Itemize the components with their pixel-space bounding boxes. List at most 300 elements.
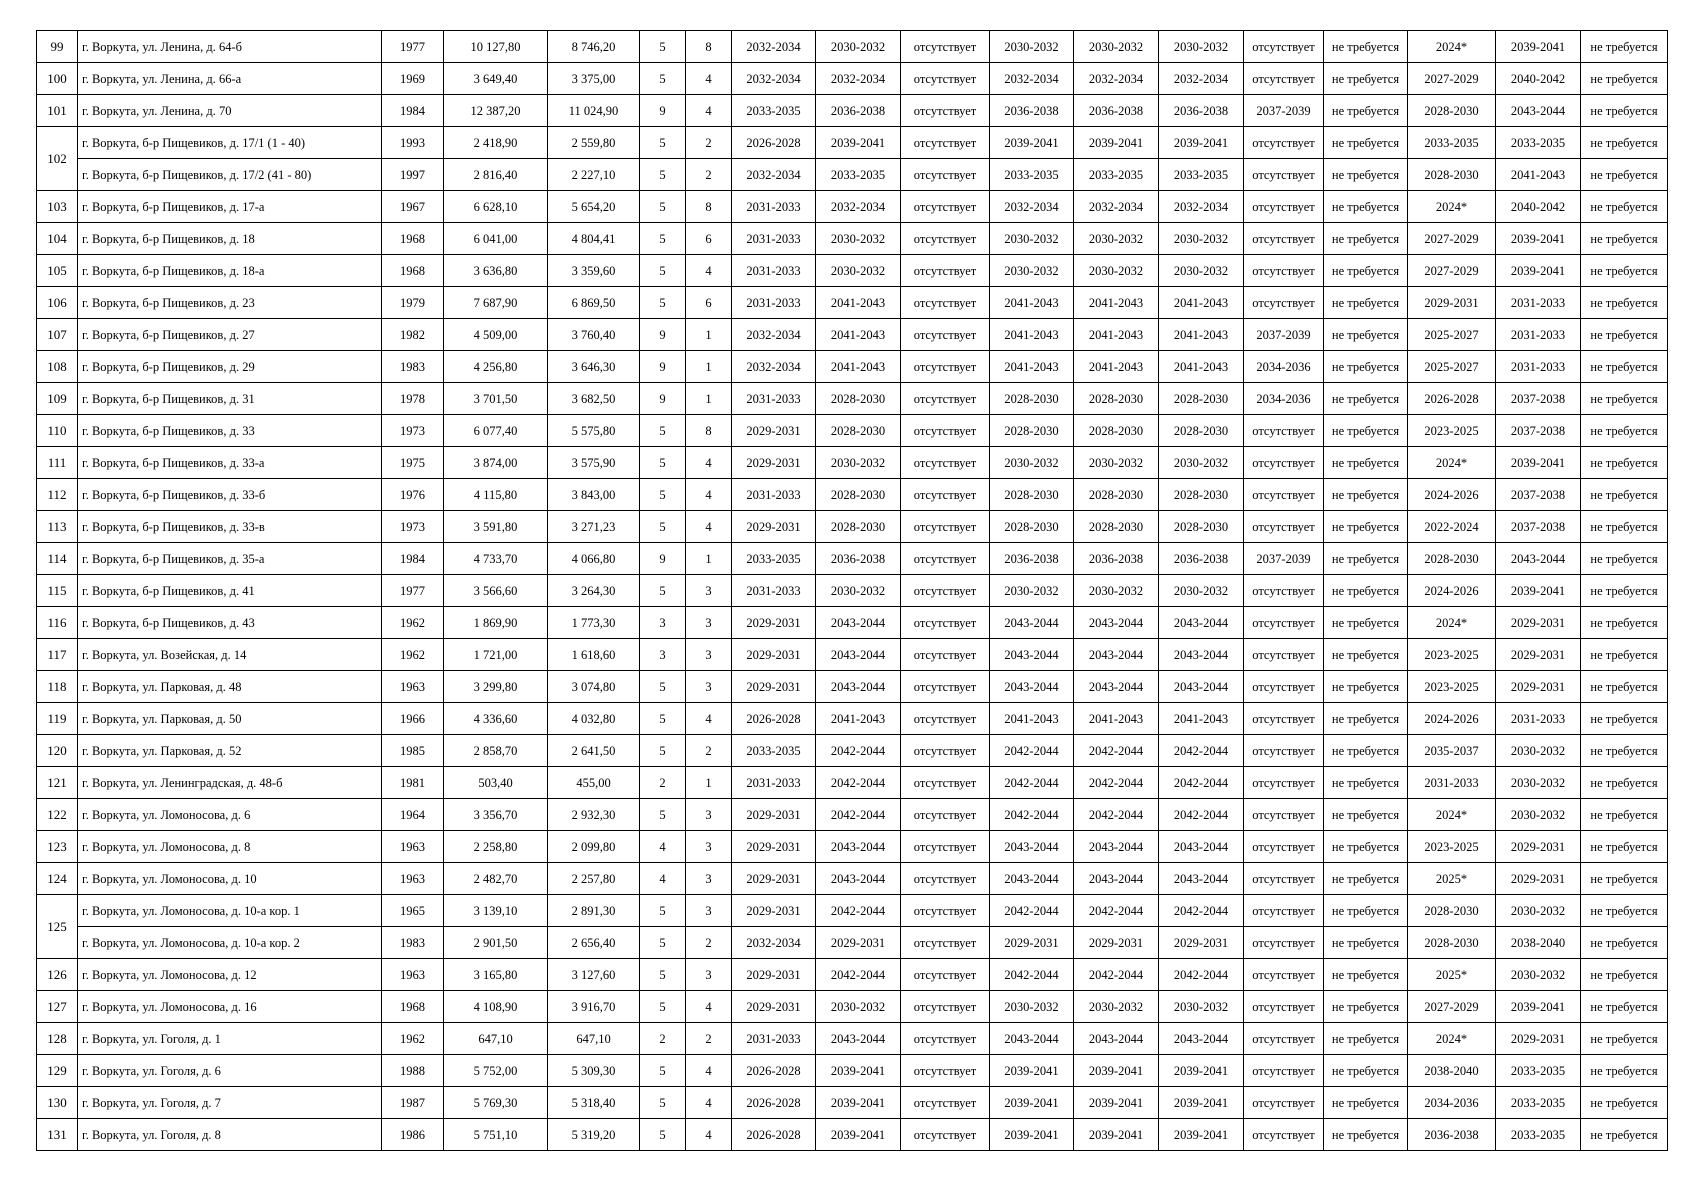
table-cell: 4 115,80 <box>444 479 548 511</box>
table-cell: отсутствует <box>901 479 990 511</box>
table-cell: 1973 <box>382 511 444 543</box>
table-cell: 2039-2041 <box>816 1055 901 1087</box>
capital-repair-schedule-table <box>36 30 1668 1151</box>
table-cell: не требуется <box>1324 991 1408 1023</box>
table-cell: 4 108,90 <box>444 991 548 1023</box>
table-cell: не требуется <box>1324 159 1408 191</box>
table-cell: 2039-2041 <box>816 1087 901 1119</box>
table-cell: 3 299,80 <box>444 671 548 703</box>
row-number-cell: 114 <box>37 543 78 575</box>
table-cell: 2024* <box>1408 191 1496 223</box>
address-cell: г. Воркута, б-р Пищевиков, д. 33 <box>78 415 382 447</box>
table-cell: 2036-2038 <box>1159 543 1244 575</box>
table-cell: 2041-2043 <box>1074 319 1159 351</box>
table-cell: 3 916,70 <box>548 991 640 1023</box>
table-cell: 455,00 <box>548 767 640 799</box>
table-cell: не требуется <box>1581 415 1668 447</box>
table-cell: 4 733,70 <box>444 543 548 575</box>
row-number-cell: 105 <box>37 255 78 287</box>
table-cell: 4 <box>640 831 686 863</box>
table-cell: 4 <box>686 255 732 287</box>
table-cell: 2022-2024 <box>1408 511 1496 543</box>
table-cell: 2041-2043 <box>1159 319 1244 351</box>
table-cell: 647,10 <box>444 1023 548 1055</box>
row-number-cell: 123 <box>37 831 78 863</box>
table-cell: 2041-2043 <box>990 351 1074 383</box>
table-cell: 5 309,30 <box>548 1055 640 1087</box>
table-cell: 4 032,80 <box>548 703 640 735</box>
table-cell: 2039-2041 <box>816 1119 901 1151</box>
table-cell: не требуется <box>1324 1087 1408 1119</box>
table-cell: 5 <box>640 927 686 959</box>
row-number-cell: 118 <box>37 671 78 703</box>
table-cell: не требуется <box>1581 383 1668 415</box>
table-row <box>37 63 1668 95</box>
table-cell: 5 <box>640 479 686 511</box>
table-cell: 5 318,40 <box>548 1087 640 1119</box>
table-cell: 3 271,23 <box>548 511 640 543</box>
table-cell: 2029-2031 <box>732 511 816 543</box>
table-cell: 2037-2039 <box>1244 319 1324 351</box>
table-cell: 2033-2035 <box>1496 1119 1581 1151</box>
table-cell: 2036-2038 <box>1074 95 1159 127</box>
table-cell: 2031-2033 <box>1496 351 1581 383</box>
table-cell: 2 641,50 <box>548 735 640 767</box>
table-cell: 1969 <box>382 63 444 95</box>
table-cell: 8 <box>686 31 732 63</box>
table-cell: 2037-2038 <box>1496 479 1581 511</box>
table-cell: 2026-2028 <box>732 1119 816 1151</box>
table-cell: 2028-2030 <box>1074 383 1159 415</box>
table-cell: отсутствует <box>901 991 990 1023</box>
table-cell: 2032-2034 <box>1159 63 1244 95</box>
table-cell: отсутствует <box>1244 1119 1324 1151</box>
table-cell: 1978 <box>382 383 444 415</box>
table-cell: 2028-2030 <box>1159 511 1244 543</box>
table-cell: 2033-2035 <box>1496 127 1581 159</box>
table-cell: 2028-2030 <box>1408 159 1496 191</box>
table-cell: 2036-2038 <box>990 543 1074 575</box>
row-number-cell: 110 <box>37 415 78 447</box>
table-cell: 1 618,60 <box>548 639 640 671</box>
table-cell: 2034-2036 <box>1408 1087 1496 1119</box>
table-cell: отсутствует <box>901 1023 990 1055</box>
table-cell: 2 932,30 <box>548 799 640 831</box>
table-cell: 2 <box>640 767 686 799</box>
table-cell: 2039-2041 <box>1159 1055 1244 1087</box>
table-cell: 9 <box>640 351 686 383</box>
table-cell: 2041-2043 <box>990 703 1074 735</box>
table-cell: 5 <box>640 223 686 255</box>
table-cell: 2039-2041 <box>816 127 901 159</box>
table-cell: 4 <box>686 63 732 95</box>
row-number-cell: 112 <box>37 479 78 511</box>
table-cell: 5 319,20 <box>548 1119 640 1151</box>
table-cell: 3 874,00 <box>444 447 548 479</box>
table-cell: 5 <box>640 511 686 543</box>
table-cell: 2043-2044 <box>1159 607 1244 639</box>
table-row <box>37 639 1668 671</box>
table-cell: 2031-2033 <box>732 223 816 255</box>
table-cell: 2028-2030 <box>1159 479 1244 511</box>
table-cell: 1 <box>686 319 732 351</box>
table-row <box>37 831 1668 863</box>
table-row <box>37 607 1668 639</box>
table-cell: отсутствует <box>1244 63 1324 95</box>
table-cell: 2042-2044 <box>990 735 1074 767</box>
table-cell: 2031-2033 <box>732 255 816 287</box>
table-cell: 2029-2031 <box>1496 1023 1581 1055</box>
table-cell: отсутствует <box>901 191 990 223</box>
table-cell: отсутствует <box>1244 799 1324 831</box>
table-cell: отсутствует <box>1244 607 1324 639</box>
table-cell: отсутствует <box>901 639 990 671</box>
table-cell: 3 <box>686 831 732 863</box>
table-cell: отсутствует <box>901 223 990 255</box>
table-cell: 2032-2034 <box>732 927 816 959</box>
table-cell: 2041-2043 <box>1074 351 1159 383</box>
address-cell: г. Воркута, ул. Гоголя, д. 8 <box>78 1119 382 1151</box>
table-cell: отсутствует <box>1244 1087 1324 1119</box>
table-cell: 2028-2030 <box>990 479 1074 511</box>
table-cell: отсутствует <box>1244 31 1324 63</box>
table-cell: 8 746,20 <box>548 31 640 63</box>
table-cell: 5 <box>640 1055 686 1087</box>
table-cell: отсутствует <box>1244 703 1324 735</box>
row-number-cell: 130 <box>37 1087 78 1119</box>
table-cell: не требуется <box>1324 127 1408 159</box>
table-cell: 2028-2030 <box>990 511 1074 543</box>
table-cell: отсутствует <box>901 607 990 639</box>
table-cell: 2043-2044 <box>1159 863 1244 895</box>
table-cell: 4 <box>686 479 732 511</box>
table-cell: не требуется <box>1324 671 1408 703</box>
table-cell: 2041-2043 <box>1074 287 1159 319</box>
table-cell: 3 <box>686 607 732 639</box>
table-cell: отсутствует <box>901 575 990 607</box>
table-cell: отсутствует <box>1244 671 1324 703</box>
table-cell: 2042-2044 <box>990 959 1074 991</box>
table-cell: 2 482,70 <box>444 863 548 895</box>
table-cell: 2043-2044 <box>816 1023 901 1055</box>
table-cell: 2028-2030 <box>1074 511 1159 543</box>
row-number-cell: 102 <box>37 127 78 191</box>
table-cell: 2034-2036 <box>1244 383 1324 415</box>
table-cell: 5 575,80 <box>548 415 640 447</box>
table-cell: 2029-2031 <box>1496 607 1581 639</box>
table-cell: отсутствует <box>901 863 990 895</box>
table-cell: не требуется <box>1581 319 1668 351</box>
table-cell: не требуется <box>1581 511 1668 543</box>
table-row <box>37 511 1668 543</box>
table-cell: 2 <box>686 127 732 159</box>
table-row <box>37 671 1668 703</box>
table-cell: 2032-2034 <box>732 319 816 351</box>
table-row <box>37 287 1668 319</box>
table-cell: 2031-2033 <box>732 383 816 415</box>
table-cell: 2033-2035 <box>990 159 1074 191</box>
table-cell: не требуется <box>1581 735 1668 767</box>
table-cell: 2030-2032 <box>990 575 1074 607</box>
table-cell: 5 <box>640 991 686 1023</box>
table-cell: 2039-2041 <box>1159 1119 1244 1151</box>
table-row <box>37 703 1668 735</box>
table-cell: 2029-2031 <box>732 959 816 991</box>
table-cell: 2028-2030 <box>1159 383 1244 415</box>
table-cell: не требуется <box>1324 575 1408 607</box>
table-cell: 3 636,80 <box>444 255 548 287</box>
table-cell: отсутствует <box>1244 511 1324 543</box>
table-cell: 2036-2038 <box>816 95 901 127</box>
table-cell: 2039-2041 <box>990 1119 1074 1151</box>
table-cell: 6 628,10 <box>444 191 548 223</box>
row-number-cell: 113 <box>37 511 78 543</box>
table-cell: не требуется <box>1581 63 1668 95</box>
table-row <box>37 127 1668 159</box>
table-cell: 2030-2032 <box>1074 31 1159 63</box>
table-cell: 2023-2025 <box>1408 415 1496 447</box>
table-cell: 2031-2033 <box>732 1023 816 1055</box>
table-cell: 2036-2038 <box>816 543 901 575</box>
table-cell: 1976 <box>382 479 444 511</box>
table-cell: 2029-2031 <box>816 927 901 959</box>
table-row <box>37 735 1668 767</box>
table-cell: 2033-2035 <box>1496 1087 1581 1119</box>
table-cell: 2029-2031 <box>1496 831 1581 863</box>
table-cell: 3 <box>686 863 732 895</box>
row-number-cell: 108 <box>37 351 78 383</box>
table-cell: 2023-2025 <box>1408 639 1496 671</box>
table-cell: 1963 <box>382 959 444 991</box>
table-cell: 2029-2031 <box>732 415 816 447</box>
table-cell: 2029-2031 <box>1408 287 1496 319</box>
table-cell: не требуется <box>1581 831 1668 863</box>
table-cell: 2042-2044 <box>1074 735 1159 767</box>
table-cell: 2023-2025 <box>1408 831 1496 863</box>
table-cell: 2 227,10 <box>548 159 640 191</box>
table-cell: 2040-2042 <box>1496 191 1581 223</box>
address-cell: г. Воркута, б-р Пищевиков, д. 33-а <box>78 447 382 479</box>
table-cell: 2043-2044 <box>990 831 1074 863</box>
table-cell: 2 816,40 <box>444 159 548 191</box>
table-cell: 3 <box>686 639 732 671</box>
table-cell: 2031-2033 <box>1496 703 1581 735</box>
row-number-cell: 127 <box>37 991 78 1023</box>
table-cell: 2029-2031 <box>732 639 816 671</box>
row-number-cell: 109 <box>37 383 78 415</box>
table-cell: 2030-2032 <box>1074 575 1159 607</box>
table-cell: 2030-2032 <box>1496 895 1581 927</box>
table-cell: не требуется <box>1324 1055 1408 1087</box>
address-cell: г. Воркута, ул. Ломоносова, д. 8 <box>78 831 382 863</box>
table-row <box>37 447 1668 479</box>
table-cell: 5 <box>640 255 686 287</box>
table-row <box>37 1119 1668 1151</box>
table-row <box>37 895 1668 927</box>
table-cell: 2036-2038 <box>990 95 1074 127</box>
table-cell: 1968 <box>382 223 444 255</box>
table-cell: 2041-2043 <box>1496 159 1581 191</box>
table-cell: 2032-2034 <box>1159 191 1244 223</box>
table-cell: 3 760,40 <box>548 319 640 351</box>
table-cell: 2039-2041 <box>1159 1087 1244 1119</box>
table-cell: 3 <box>640 639 686 671</box>
table-cell: 2039-2041 <box>990 127 1074 159</box>
table-cell: не требуется <box>1581 447 1668 479</box>
table-cell: 2 099,80 <box>548 831 640 863</box>
table-cell: 4 <box>686 703 732 735</box>
table-cell: 2024* <box>1408 1023 1496 1055</box>
table-cell: отсутствует <box>1244 1023 1324 1055</box>
table-cell: 3 <box>686 575 732 607</box>
table-cell: 4 <box>686 1087 732 1119</box>
table-cell: 2041-2043 <box>990 287 1074 319</box>
row-number-cell: 119 <box>37 703 78 735</box>
table-cell: 2031-2033 <box>732 191 816 223</box>
table-cell: 2033-2035 <box>1496 1055 1581 1087</box>
table-cell: отсутствует <box>1244 895 1324 927</box>
row-number-cell: 117 <box>37 639 78 671</box>
address-cell: г. Воркута, ул. Ленина, д. 64-б <box>78 31 382 63</box>
table-cell: 2029-2031 <box>1074 927 1159 959</box>
table-cell: 6 <box>686 223 732 255</box>
table-cell: 2043-2044 <box>1159 671 1244 703</box>
table-cell: 2043-2044 <box>990 607 1074 639</box>
table-cell: 2 <box>686 159 732 191</box>
table-cell: отсутствует <box>1244 575 1324 607</box>
table-cell: 3 682,50 <box>548 383 640 415</box>
table-cell: 1963 <box>382 831 444 863</box>
table-cell: 3 127,60 <box>548 959 640 991</box>
table-cell: 2 901,50 <box>444 927 548 959</box>
row-number-cell: 103 <box>37 191 78 223</box>
table-cell: 2043-2044 <box>1496 543 1581 575</box>
table-cell: 2039-2041 <box>1496 223 1581 255</box>
table-cell: 2037-2038 <box>1496 415 1581 447</box>
table-cell: 2031-2033 <box>732 575 816 607</box>
table-cell: 2041-2043 <box>1159 703 1244 735</box>
table-cell: 7 687,90 <box>444 287 548 319</box>
table-cell: 12 387,20 <box>444 95 548 127</box>
address-cell: г. Воркута, ул. Ломоносова, д. 12 <box>78 959 382 991</box>
table-cell: 1962 <box>382 639 444 671</box>
table-cell: не требуется <box>1581 1119 1668 1151</box>
table-cell: 2032-2034 <box>732 63 816 95</box>
table-cell: отсутствует <box>1244 767 1324 799</box>
table-cell: 2030-2032 <box>1159 223 1244 255</box>
table-cell: не требуется <box>1324 703 1408 735</box>
table-cell: 9 <box>640 543 686 575</box>
row-number-cell: 121 <box>37 767 78 799</box>
table-row <box>37 223 1668 255</box>
table-cell: 2028-2030 <box>1074 479 1159 511</box>
table-cell: 5 769,30 <box>444 1087 548 1119</box>
table-cell: отсутствует <box>901 511 990 543</box>
table-cell: 2043-2044 <box>816 639 901 671</box>
table-cell: отсутствует <box>901 703 990 735</box>
table-cell: 2030-2032 <box>1074 447 1159 479</box>
table-cell: не требуется <box>1324 287 1408 319</box>
address-cell: г. Воркута, б-р Пищевиков, д. 33-б <box>78 479 382 511</box>
address-cell: г. Воркута, б-р Пищевиков, д. 18-а <box>78 255 382 287</box>
table-cell: 1988 <box>382 1055 444 1087</box>
table-cell: 1 869,90 <box>444 607 548 639</box>
table-cell: 2030-2032 <box>816 255 901 287</box>
table-cell: отсутствует <box>1244 479 1324 511</box>
table-cell: не требуется <box>1324 959 1408 991</box>
row-number-cell: 99 <box>37 31 78 63</box>
table-cell: 5 <box>640 895 686 927</box>
table-cell: 5 <box>640 447 686 479</box>
address-cell: г. Воркута, ул. Ломоносова, д. 10 <box>78 863 382 895</box>
table-cell: 4 <box>686 991 732 1023</box>
table-cell: 1977 <box>382 575 444 607</box>
table-cell: 2036-2038 <box>1074 543 1159 575</box>
table-cell: 2030-2032 <box>1074 223 1159 255</box>
table-cell: 2030-2032 <box>990 991 1074 1023</box>
table-cell: 2043-2044 <box>1496 95 1581 127</box>
table-cell: не требуется <box>1581 1055 1668 1087</box>
table-cell: не требуется <box>1581 863 1668 895</box>
table-cell: 8 <box>686 415 732 447</box>
table-cell: отсутствует <box>1244 447 1324 479</box>
address-cell: г. Воркута, ул. Гоголя, д. 7 <box>78 1087 382 1119</box>
table-cell: 2030-2032 <box>990 223 1074 255</box>
table-cell: не требуется <box>1581 479 1668 511</box>
table-cell: 4 256,80 <box>444 351 548 383</box>
table-cell: 2029-2031 <box>732 799 816 831</box>
address-cell: г. Воркута, б-р Пищевиков, д. 29 <box>78 351 382 383</box>
table-cell: не требуется <box>1581 1087 1668 1119</box>
table-cell: 2043-2044 <box>990 1023 1074 1055</box>
table-cell: 1 <box>686 351 732 383</box>
table-cell: 2042-2044 <box>990 767 1074 799</box>
table-cell: 2 <box>686 927 732 959</box>
table-cell: не требуется <box>1581 671 1668 703</box>
table-cell: 2036-2038 <box>1408 1119 1496 1151</box>
table-cell: 2029-2031 <box>1496 863 1581 895</box>
table-cell: 2030-2032 <box>1074 991 1159 1023</box>
table-cell: 1 773,30 <box>548 607 640 639</box>
table-cell: не требуется <box>1324 415 1408 447</box>
table-cell: не требуется <box>1324 863 1408 895</box>
table-cell: 2025-2027 <box>1408 351 1496 383</box>
row-number-cell: 107 <box>37 319 78 351</box>
table-cell: 2041-2043 <box>816 703 901 735</box>
table-cell: 2 891,30 <box>548 895 640 927</box>
table-cell: 2030-2032 <box>1496 959 1581 991</box>
table-cell: 6 <box>686 287 732 319</box>
table-cell: 2043-2044 <box>1159 1023 1244 1055</box>
row-number-cell: 106 <box>37 287 78 319</box>
table-cell: 1975 <box>382 447 444 479</box>
table-cell: 2030-2032 <box>1159 31 1244 63</box>
table-cell: 2030-2032 <box>990 31 1074 63</box>
table-cell: 3 375,00 <box>548 63 640 95</box>
table-cell: 2030-2032 <box>1074 255 1159 287</box>
table-row <box>37 1087 1668 1119</box>
table-cell: не требуется <box>1581 767 1668 799</box>
table-cell: 5 <box>640 191 686 223</box>
table-cell: не требуется <box>1324 223 1408 255</box>
table-cell: 5 <box>640 703 686 735</box>
table-cell: 5 <box>640 799 686 831</box>
table-cell: 2031-2033 <box>1408 767 1496 799</box>
row-number-cell: 101 <box>37 95 78 127</box>
table-cell: не требуется <box>1581 991 1668 1023</box>
table-row <box>37 959 1668 991</box>
table-cell: не требуется <box>1324 1023 1408 1055</box>
